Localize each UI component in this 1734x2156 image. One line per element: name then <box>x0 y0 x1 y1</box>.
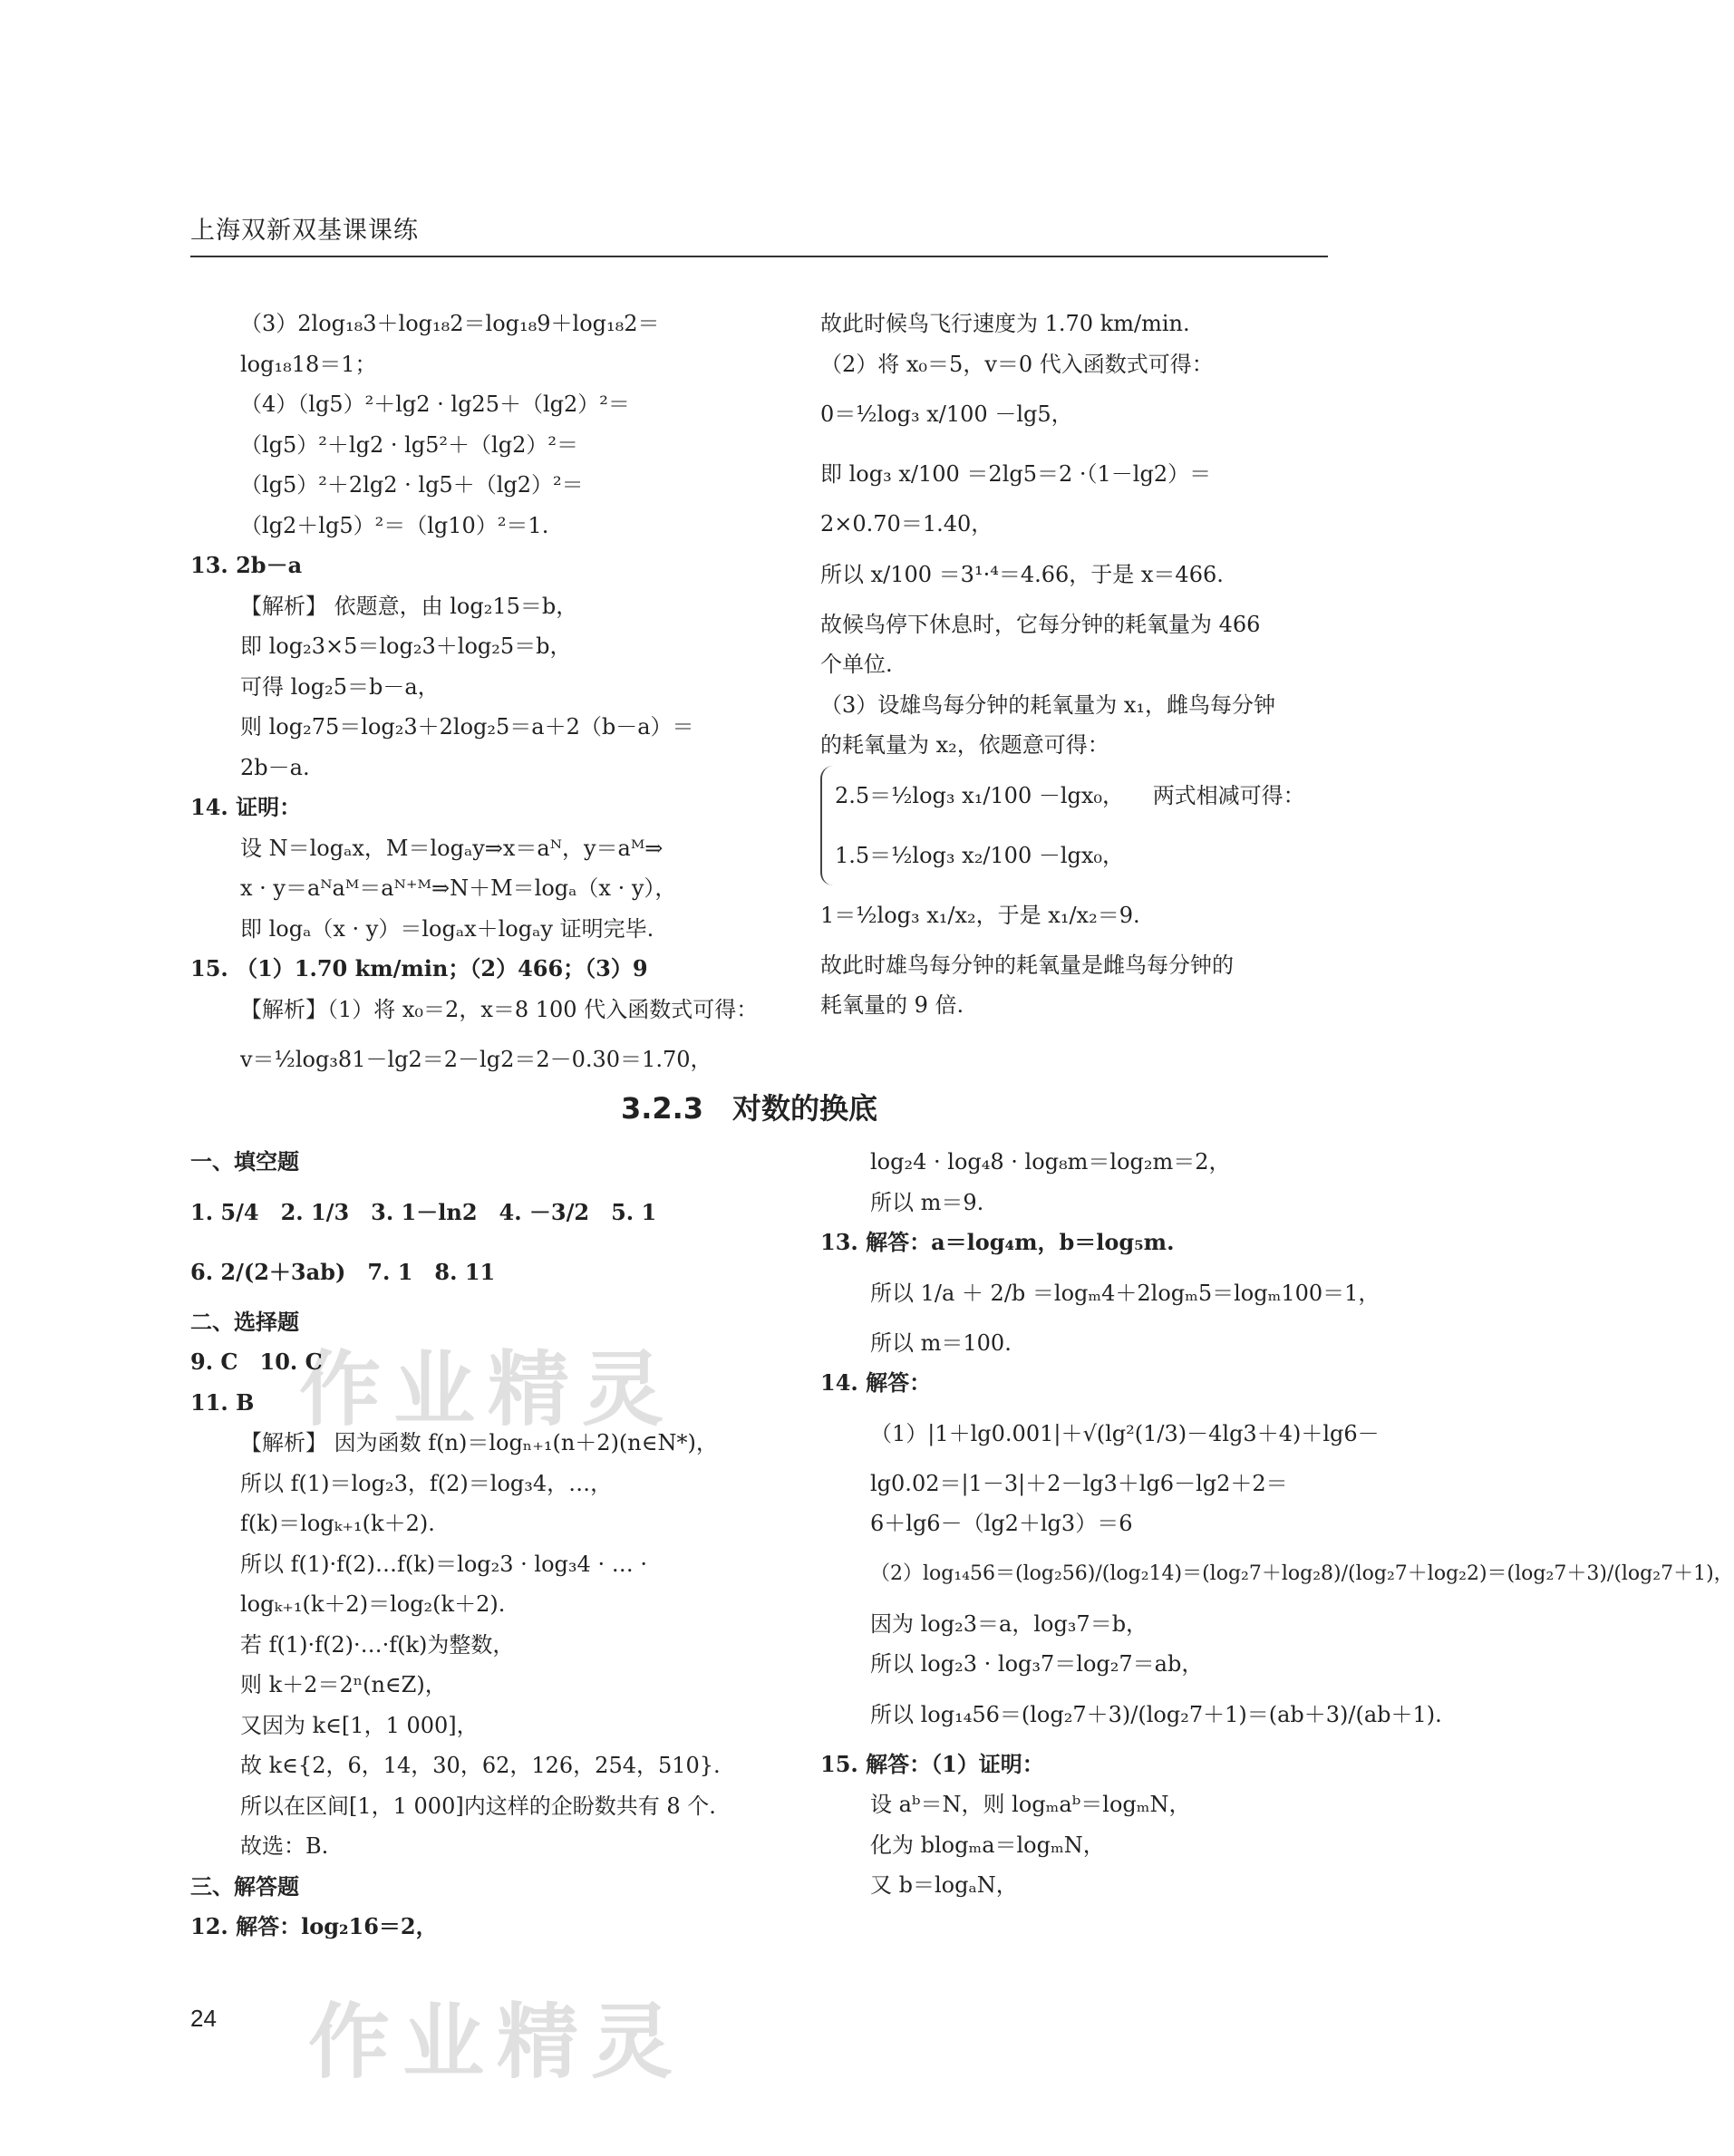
text-line: 所以 m＝9. <box>870 1189 984 1215</box>
heading-fill-blank: 一、填空题 <box>190 1148 299 1175</box>
left-column-top <box>190 304 759 1089</box>
text-line: 【解析】（1）将 x₀＝2，x＝8 100 代入函数式可得： <box>240 996 759 1022</box>
text-line: 故 k∈{2，6，14，30，62，126，254，510}. <box>240 1753 721 1778</box>
formula-line: v＝½log₃81－lg2＝2－lg2＝2－0.30＝1.70， <box>240 1047 712 1072</box>
text-line: （3）2log₁₈3＋log₁₈2＝log₁₈9＋log₁₈2＝ <box>240 311 660 336</box>
text-line: 化为 blogₘa＝logₘN， <box>870 1832 1105 1858</box>
watermark: 作业精灵 <box>308 1995 685 2090</box>
text-line: 又 b＝logₐN， <box>870 1872 1018 1898</box>
text-line: 所以 f(1)·f(2)…f(k)＝log₂3 · log₃4 · … · <box>240 1551 647 1577</box>
text-line: 即 logₐ（x · y）＝logₐx＋logₐy 证明完毕. <box>240 915 654 942</box>
formula-line: 1＝½log₃ x₁/x₂，于是 x₁/x₂＝9. <box>820 902 1140 928</box>
text-line: 【解析】 依题意，由 log₂15＝b， <box>240 593 578 619</box>
section-title: 3.2.3 对数的换底 <box>620 1091 878 1126</box>
text-line: 个单位. <box>820 652 893 677</box>
formula-line: （1）|1＋lg0.001|＋√(lg²(1/3)－4lg3＋4)＋lg6－ <box>870 1420 1380 1446</box>
text-line: 【解析】 因为函数 f(n)＝logₙ₊₁(n＋2)(n∈N*)， <box>240 1430 718 1455</box>
watermark: 作业精灵 <box>299 1342 676 1437</box>
answer-12: 12. 解答：log₂16＝2， <box>190 1913 438 1939</box>
text-line: 所以 f(1)＝log₂3，f(2)＝log₃4，…， <box>240 1470 613 1496</box>
text-line: （lg5）²＋2lg2 · lg5＋（lg2）²＝ <box>240 472 584 498</box>
text-line: log₁₈18＝1； <box>240 351 377 377</box>
formula-line: 即 log₃ x/100 ＝2lg5＝2 ·（1－lg2）＝ <box>820 461 1212 487</box>
text-line: 2b－a. <box>240 754 310 780</box>
formula-line: （2）log₁₄56＝(log₂56)/(log₂14)＝(log₂7＋log₂8)/(log₂7＋log₂2)＝(log₂7＋3)/(log₂7＋1)， <box>870 1561 1734 1585</box>
text-line: 故候鸟停下休息时，它每分钟的耗氧量为 466 <box>820 611 1261 637</box>
answers-9-10: 9. C 10. C <box>190 1349 323 1375</box>
text-line: （lg2＋lg5）²＝（lg10）²＝1. <box>240 512 549 538</box>
text-line: 2×0.70＝1.40， <box>820 511 993 537</box>
header-rule <box>190 256 1328 257</box>
running-header: 上海双新双基课课练 <box>190 217 419 245</box>
answer-15b: 15. 解答：（1）证明： <box>820 1750 1044 1777</box>
text-line: 则 k＋2＝2ⁿ(n∈Z)， <box>240 1672 447 1697</box>
answer-14b: 14. 解答： <box>820 1369 932 1396</box>
text-line: 设 N＝logₐx，M＝logₐy⇒x＝aᴺ，y＝aᴹ⇒ <box>240 835 664 861</box>
answer-14: 14. 证明： <box>190 794 302 820</box>
answer-13: 13. 2b－a <box>190 552 303 578</box>
text-line: 所以 log₂3 · log₃7＝log₂7＝ab， <box>870 1651 1204 1677</box>
formula-line <box>835 766 1355 826</box>
answer-15: 15. （1）1.70 km/min；（2）466；（3）9 <box>190 955 648 981</box>
text-line: 所以在区间[1，1 000]内这样的企盼数共有 8 个. <box>240 1793 716 1819</box>
text-line: lg0.02＝|1－3|＋2－lg3＋lg6－lg2＋2＝ <box>870 1470 1288 1496</box>
formula-line: 所以 log₁₄56＝(log₂7＋3)/(log₂7＋1)＝(ab＋3)/(ab＋1). <box>870 1701 1442 1727</box>
text-line: （4）（lg5）²＋lg2 · lg25＋（lg2）²＝ <box>240 392 630 417</box>
text-line: log₂4 · log₄8 · log₈m＝log₂m＝2， <box>870 1149 1231 1175</box>
right-column-top <box>820 304 1355 1026</box>
right-column-bottom <box>820 1142 1734 1906</box>
text-line: f(k)＝logₖ₊₁(k＋2). <box>240 1511 435 1536</box>
text-line: logₖ₊₁(k＋2)＝log₂(k＋2). <box>240 1591 506 1617</box>
text-line: 所以 m＝100. <box>870 1329 1012 1356</box>
text-line: 又因为 k∈[1，1 000]， <box>240 1712 479 1738</box>
text-line: 故此时候鸟飞行速度为 1.70 km/min. <box>820 311 1190 336</box>
text-line: 故选：B. <box>240 1833 329 1859</box>
equation-2: 1.5＝½log₃ x₂/100 －lgx₀， <box>835 842 1125 868</box>
text-line: 设 aᵇ＝N，则 logₘaᵇ＝logₘN， <box>870 1792 1191 1817</box>
text-line: 因为 log₂3＝a，log₃7＝b， <box>870 1610 1148 1637</box>
equation-system <box>820 766 1355 885</box>
answers-6-8: 6. 2/(2＋3ab) 7. 1 8. 11 <box>190 1258 496 1285</box>
text-line: 的耗氧量为 x₂，依题意可得： <box>820 732 1109 758</box>
answer-11: 11. B <box>190 1388 255 1416</box>
text-line: 6＋lg6－（lg2＋lg3）＝6 <box>870 1511 1133 1536</box>
text-line: （lg5）²＋lg2 · lg5²＋（lg2）²＝ <box>240 431 578 458</box>
formula-line: 所以 1/a ＋ 2/b ＝logₘ4＋2logₘ5＝logₘ100＝1， <box>870 1280 1380 1306</box>
text-line: 故此时雄鸟每分钟的耗氧量是雌鸟每分钟的 <box>820 952 1234 978</box>
formula-line: 0＝½log₃ x/100 －lg5， <box>820 401 1073 427</box>
answer-13b: 13. 解答：a＝log₄m，b＝log₅m. <box>820 1229 1175 1255</box>
text-line: 耗氧量的 9 倍. <box>820 992 964 1018</box>
text-line: （3）设雄鸟每分钟的耗氧量为 x₁，雌鸟每分钟 <box>820 691 1276 718</box>
page-number: 24 <box>190 2005 217 2032</box>
text-line: 可得 log₂5＝b－a， <box>240 673 440 700</box>
text-line: x · y＝aᴺaᴹ＝aᴺ⁺ᴹ⇒N＋M＝logₐ（x · y）， <box>240 875 677 901</box>
answers-1-5: 1. 5/4 2. 1/3 3. 1－ln2 4. －3/2 5. 1 <box>190 1198 657 1225</box>
text-line: 若 f(1)·f(2)·…·f(k)为整数， <box>240 1631 515 1658</box>
text-line: 即 log₂3×5＝log₂3＋log₂5＝b， <box>240 633 572 659</box>
equation-1: 2.5＝½log₃ x₁/100 －lgx₀， <box>835 782 1125 808</box>
text-line: （2）将 x₀＝5，v＝0 代入函数式可得： <box>820 351 1214 377</box>
left-column-bottom <box>190 1142 725 1948</box>
heading-solutions: 三、解答题 <box>190 1872 299 1900</box>
text-line: 则 log₂75＝log₂3＋2log₂5＝a＋2（b－a）＝ <box>240 714 694 740</box>
heading-choice: 二、选择题 <box>190 1308 299 1335</box>
formula-line: 所以 x/100 ＝3¹·⁴＝4.66，于是 x＝466. <box>820 561 1224 587</box>
subtract-note: 两式相减可得： <box>1152 782 1305 808</box>
